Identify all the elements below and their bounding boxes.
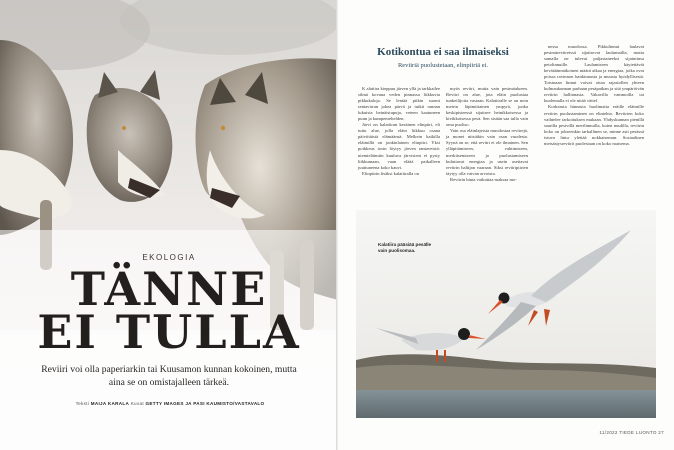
page-folio: 11/2022 TIEDE LUONTO 27 <box>599 430 664 435</box>
article-title-line2: EI TULLA <box>37 305 301 359</box>
box-headline: Kotikontua ei saa ilmaiseksi <box>377 46 509 58</box>
paragraph: Reviirin hinta vaikuttaa maksaa mo- <box>450 176 517 182</box>
paragraph: Korkeasta hinnasta huolimatta eräille eläimille reviirin puolustaminen on elintehto. Reviirien koko vaihtelee tarkoituksen mukaan. Yhdyskunnan pienillä saarilla pesivillä merilinnuilla, kuten nuulilla, reviirin koko on jokseenkin tarkallinen se, minne asti pesässä istuva lintu ylettää nokkaiseman. Sosiaalinen metsästysreviirit puolestaan on koko maisema. <box>544 104 644 146</box>
text-column-1 <box>358 86 440 177</box>
box-subheadline: Reviiriä puolustetaan, elinpiiriä ei. <box>397 62 489 69</box>
photo-label: Kuvat <box>130 401 144 406</box>
photo-credit: GETTY IMAGES JA PASI KAUMISTO/VASTAVALO <box>145 401 265 406</box>
text-column-2 <box>446 86 528 183</box>
text-author: MAIJA KARALA <box>90 401 130 406</box>
credits-line <box>20 401 320 406</box>
article-title-line1: TÄNNE <box>70 262 268 316</box>
paragraph: Vain osa eläinlajeista muodostaa reviirejä, ja monet niistäkin vain osan vuodesta. Syynä on se, että reviiri ei ole ilmainen. Sen ylläpitämiseen, vahtimiseen, merkitsemiseen ja puolustamiseen kuluttavat energiaa ja usein asettavat reviirin haltijan vaaraan. Siksi reviiripiirien täytyy olla vaivan arvoista. <box>446 128 528 176</box>
paragraph: myös reviiri, mutta vain pesimäalueen. Reviiri on alue, jota eläin puolustaa tunkeilijoita vastaan. Kalatiiralle se on noin metrin läpimittainen ympyrä, jonka keskipisteessä sijaitsee heinikkoisessa ja kivikkoisessa pesä. Sen sisään saa tulla vain oma puoliso. <box>446 86 528 128</box>
lead-paragraph: Reviiri voi olla paperiarkin tai Kuusamon kunnan kokoinen, mutta aina se on omistajalleen tärkeä. <box>41 364 297 388</box>
paragraph: K alatiira kieppuu järven yllä ja tarkkailee silmä kovana veden pinnassa liikkuvia pikkukaloja. Se lentää pitkin suomi rantavirran jokea pärvä ja tutkii rannan lukuisia heinäistupuja, veteen kaatuneen puun ja kumpenrehelden. <box>358 86 440 122</box>
section-label: EKOLOGIA <box>142 253 196 262</box>
paragraph: Järvi on kalatiiran kesäinen elinpiiri, eli tuttu alue, jolla eläin liikkuu osana päivittäistä elämäänsä. Melkein kaikilla eläimillä on jonkinlainen elinpiiri. Yksi poikkeus tosin löytyy järven rantaveistä: niemieläimiin kuuluva järvisieni ei pysty liikkumaan, vaan eläää paikalleen juuttuneena koko kauvi. <box>358 122 440 170</box>
right-page <box>338 0 674 450</box>
photo-caption: Kalatiira pääsiää pesälle vain puolisomaa. <box>378 242 432 253</box>
paragraph: nessa muodossa. Pikkulinnut laulavat pesimäreviireissä sijaitsevat laulumailla, mutta samalla ne tulevat paljastaneeksi sijaintinsa petolinnuille. Laulamiseen käytettävät kevätäänmäkoinen määrä aikaa ja energiaa, jotka ovat poissa ravinnon hankinnasta ja muusta hyödyllisestä. Toisinaan linnut voivat ottaa rajastollen yhteen kulmaukunnan parhaan pesäpaikan ja sitä ympäröivän reviirin hallinnasta. Vakavilla vammoilla tai kuolemalla ei ole nitää väitel. <box>544 44 644 104</box>
text-column-3 <box>544 44 644 147</box>
paragraph: Elinpiirin lisäksi kalatiiralla on <box>362 170 420 176</box>
text-label: Teksti <box>75 401 90 406</box>
